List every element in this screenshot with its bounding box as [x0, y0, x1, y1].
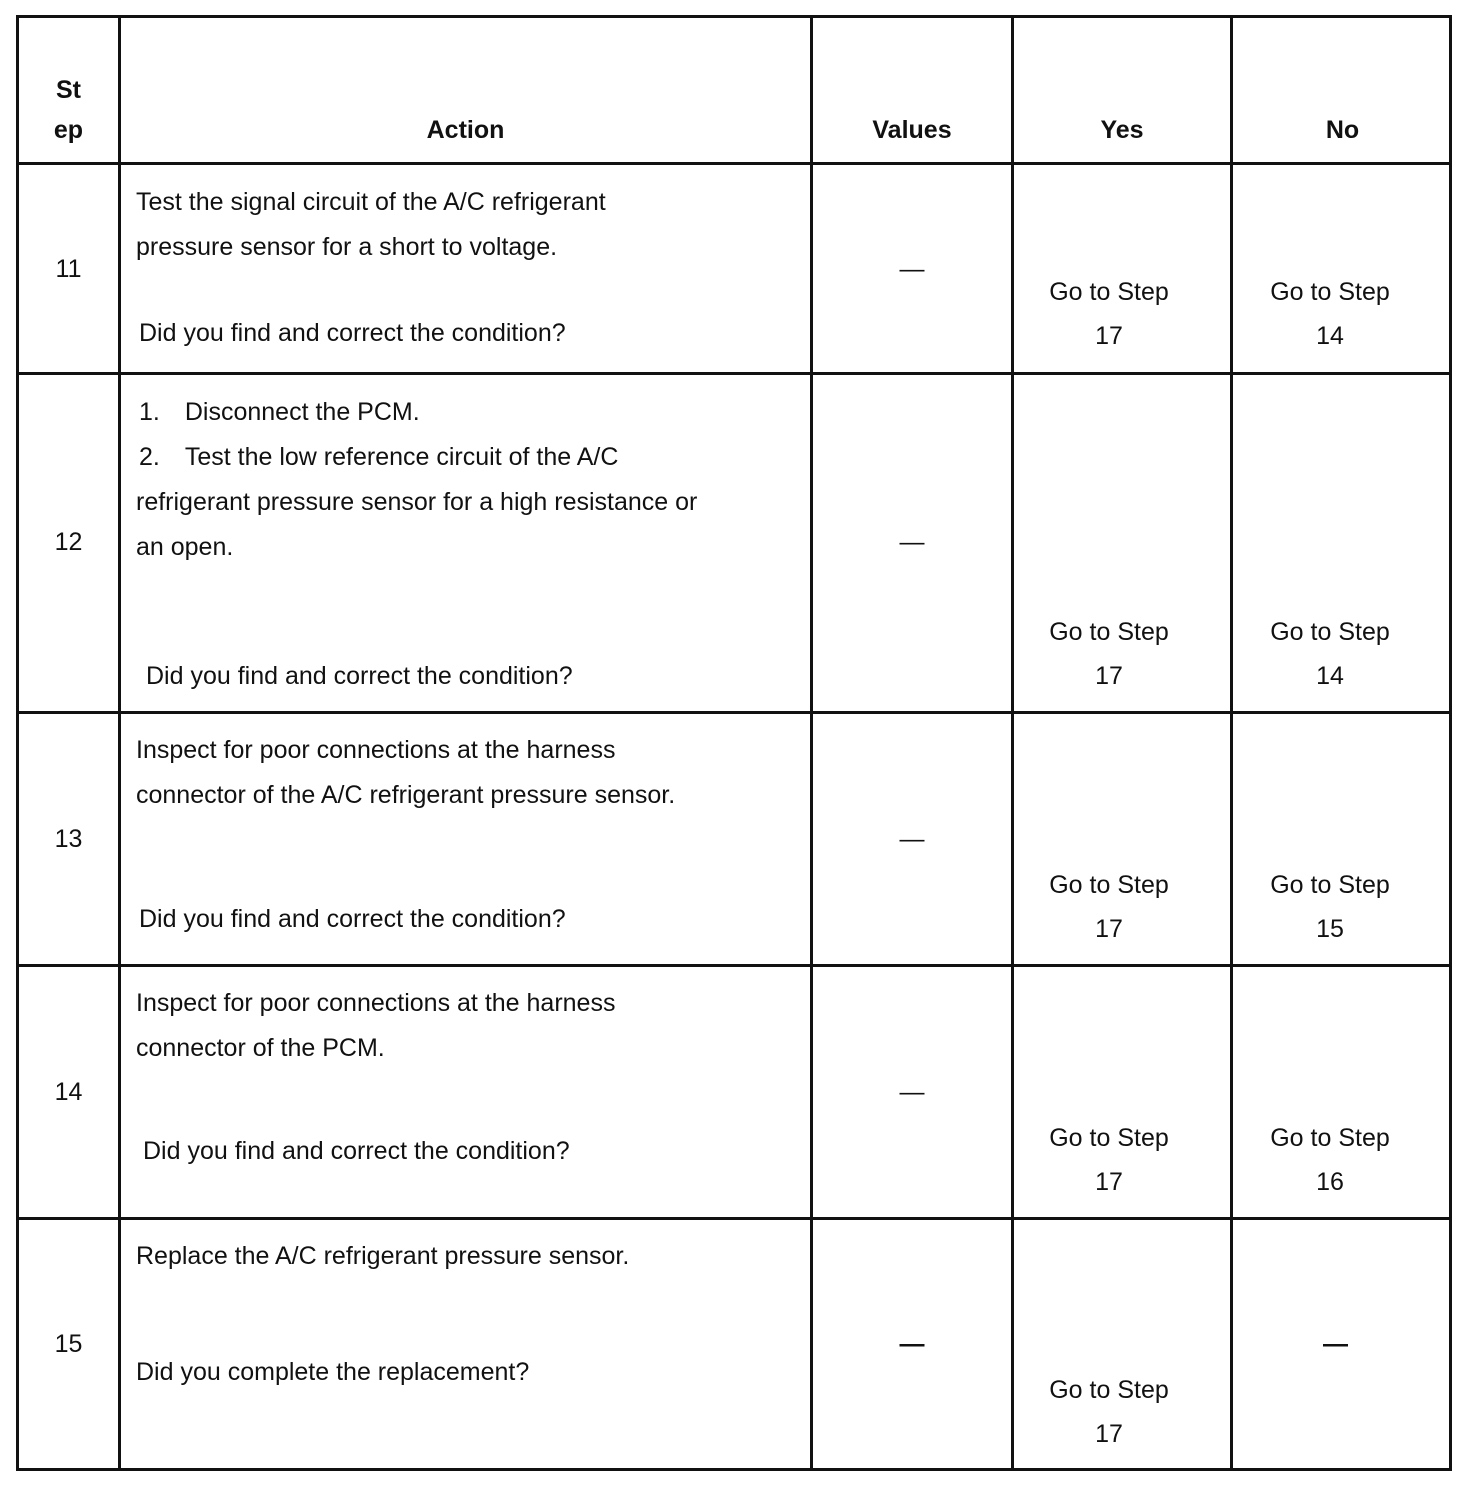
action-question: Did you find and correct the condition?	[146, 662, 573, 690]
column-divider	[1011, 18, 1014, 1468]
yes-action: Go to Step 17	[1049, 1376, 1169, 1448]
action-question: Did you find and correct the condition?	[143, 1137, 570, 1165]
header-yes: Yes	[1100, 116, 1144, 144]
column-divider	[118, 18, 121, 1468]
diagnostic-table	[16, 15, 1452, 1471]
action-question: Did you find and correct the condition?	[139, 319, 566, 347]
step-number: 14	[54, 1078, 83, 1106]
column-divider	[1230, 18, 1233, 1468]
yes-action: Go to Step 17	[1049, 871, 1169, 943]
step-number: 15	[54, 1330, 83, 1358]
no-action: Go to Step 14	[1270, 278, 1390, 350]
no-action: Go to Step 15	[1270, 871, 1390, 943]
yes-action: Go to Step 17	[1049, 618, 1169, 690]
row-divider	[19, 1217, 1449, 1220]
header-step: St ep	[53, 76, 84, 144]
column-divider	[810, 18, 813, 1468]
header-values: Values	[872, 116, 952, 144]
row-divider	[19, 711, 1449, 714]
value-cell: —	[899, 255, 925, 283]
header-action: Action	[426, 116, 505, 144]
action-text: Inspect for poor connections at the harness connector of the PCM.	[136, 989, 616, 1062]
row-divider	[19, 372, 1449, 375]
step-number: 13	[54, 825, 83, 853]
step-number: 11	[55, 255, 82, 283]
action-text: Test the signal circuit of the A/C refrigerant pressure sensor for a short to voltage.	[136, 188, 606, 261]
step-number: 12	[54, 528, 83, 556]
value-cell: —	[899, 825, 925, 853]
header-no: No	[1325, 116, 1360, 144]
no-action: Go to Step 16	[1270, 1124, 1390, 1196]
action-question: Did you find and correct the condition?	[139, 905, 566, 933]
value-cell: —	[899, 1078, 925, 1106]
value-cell: —	[899, 528, 925, 556]
action-text: Inspect for poor connections at the harness connector of the A/C refrigerant pressure sensor.	[136, 736, 676, 809]
no-action: —	[1323, 1330, 1348, 1358]
row-divider	[19, 162, 1449, 165]
value-cell: —	[899, 1330, 925, 1358]
yes-action: Go to Step 17	[1049, 278, 1169, 350]
action-text: 1. Disconnect the PCM. 2. Test the low reference circuit of the A/C refrigerant pressure sensor for a high resistance or an open.	[136, 398, 698, 561]
row-divider	[19, 964, 1449, 967]
action-question: Did you complete the replacement?	[136, 1358, 530, 1386]
no-action: Go to Step 14	[1270, 618, 1390, 690]
action-text: Replace the A/C refrigerant pressure sensor.	[136, 1242, 630, 1270]
yes-action: Go to Step 17	[1049, 1124, 1169, 1196]
